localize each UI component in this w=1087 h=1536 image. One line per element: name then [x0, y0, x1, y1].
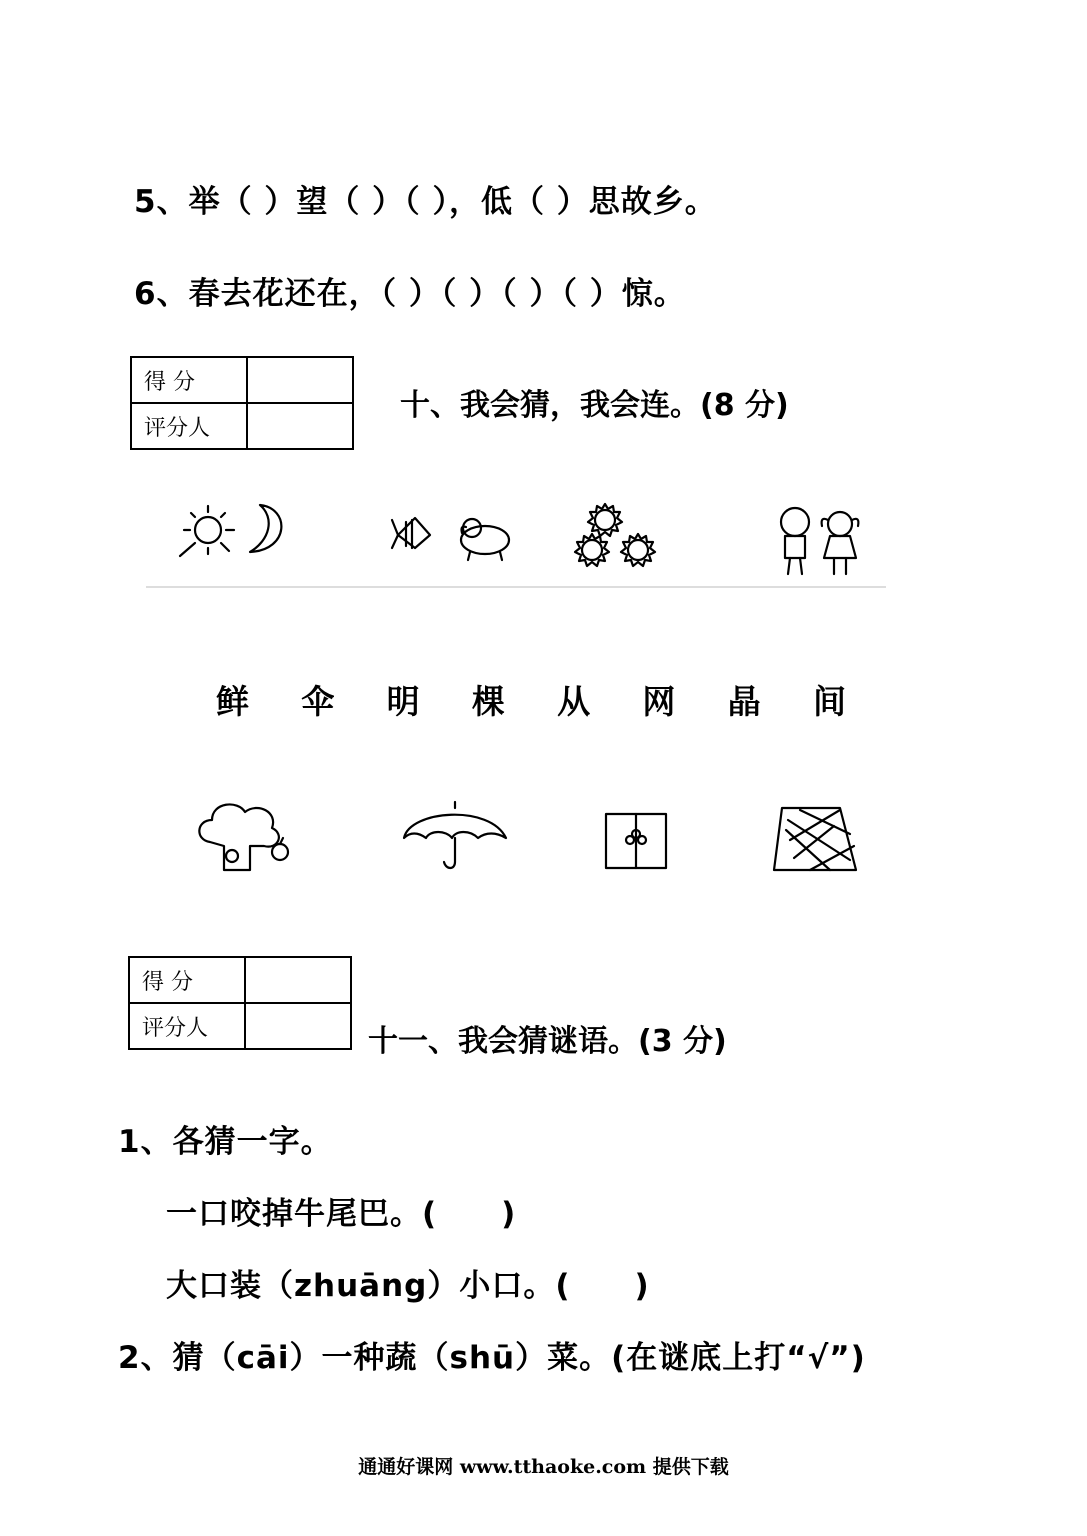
children-icon — [781, 508, 858, 574]
score-value-cell[interactable] — [245, 957, 351, 1003]
sheep-icon — [461, 519, 509, 560]
character-row — [216, 676, 846, 723]
footer-credit: 通通好课网 www.tthaoke.com 提供下载 — [358, 1456, 729, 1478]
riddle-1-title: 1、各猜一字。 — [118, 1124, 333, 1160]
umbrella-icon — [404, 802, 506, 868]
section-11-title: 十一、我会猜谜语。(3 分) — [368, 1024, 727, 1059]
reviewer-value-cell[interactable] — [247, 403, 353, 449]
score-label: 得 分 — [129, 957, 245, 1003]
character-item[interactable]: 鲜 — [216, 682, 249, 721]
net-icon — [774, 808, 856, 870]
character-item[interactable]: 明 — [386, 682, 420, 721]
window-icon — [606, 814, 666, 868]
score-value-cell[interactable] — [247, 357, 353, 403]
character-item[interactable]: 棵 — [471, 682, 505, 721]
tree-icon — [199, 804, 288, 870]
sun-icon — [180, 506, 234, 556]
moon-icon — [250, 505, 281, 552]
reviewer-label: 评分人 — [129, 1003, 245, 1049]
reviewer-value-cell[interactable] — [245, 1003, 351, 1049]
section-10-title: 十、我会猜，我会连。(8 分) — [400, 388, 789, 423]
question-5: 5、举（ ）望（ ）（ ），低（ ）思故乡。 — [134, 184, 717, 220]
riddle-2: 2、猜（cāi）一种蔬（shū）菜。(在谜底上打“√”) — [118, 1340, 866, 1376]
riddle-1-b: 大口装（zhuāng）小口。( ) — [166, 1268, 650, 1304]
three-suns-icon — [575, 504, 655, 566]
fish-icon — [392, 518, 430, 548]
character-item[interactable]: 伞 — [301, 682, 335, 721]
character-item[interactable]: 间 — [812, 682, 846, 721]
character-item[interactable]: 网 — [642, 682, 676, 721]
picture-row-bottom — [190, 790, 870, 890]
character-item[interactable]: 从 — [557, 682, 591, 721]
score-box-2 — [128, 956, 352, 1050]
character-item[interactable]: 晶 — [727, 682, 761, 721]
riddle-1-a: 一口咬掉牛尾巴。( ) — [166, 1196, 517, 1232]
score-box-1 — [130, 356, 354, 450]
score-label: 得 分 — [131, 357, 247, 403]
picture-row-top — [130, 490, 930, 600]
reviewer-label: 评分人 — [131, 403, 247, 449]
question-6: 6、春去花还在，（ ）（ ）（ ）（ ）惊。 — [134, 276, 686, 312]
